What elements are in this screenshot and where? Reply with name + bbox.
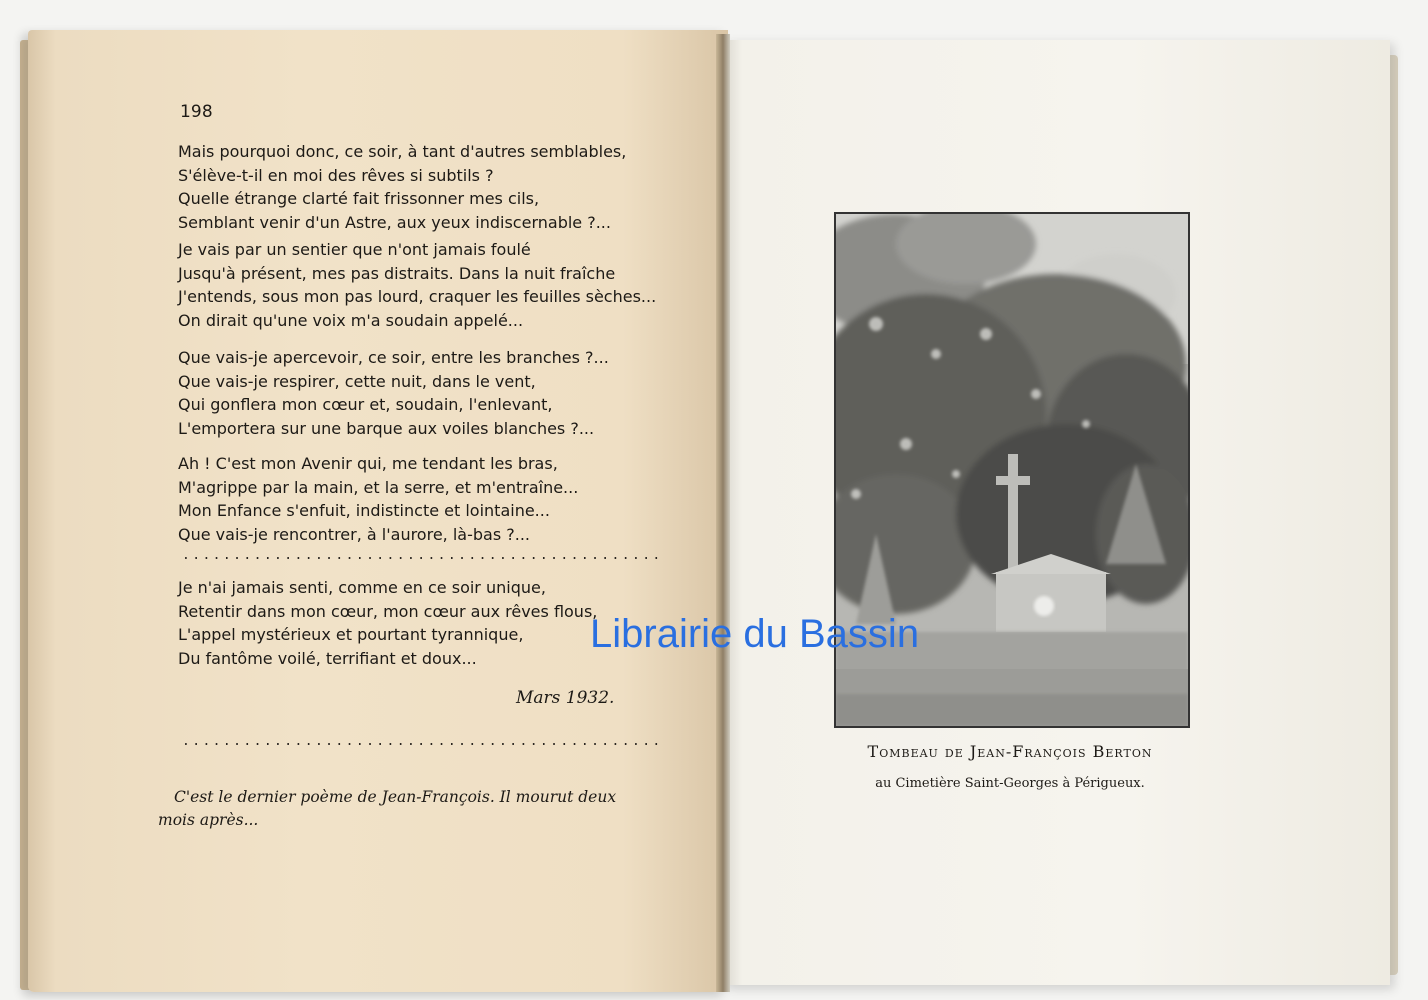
watermark: Librairie du Bassin (590, 612, 920, 656)
stanza-4 (178, 452, 578, 546)
dotted-separator: ............................................... (182, 548, 663, 563)
stanza-5 (178, 576, 597, 670)
stanza-3 (178, 346, 609, 440)
verse-line: Que vais-je rencontrer, à l'aurore, là-bas ?... (178, 524, 530, 544)
verse-line: L'appel mystérieux et pourtant tyrannique, (178, 625, 524, 644)
verse-line: Jusqu'à présent, mes pas distraits. Dans la nuit fraîche (178, 263, 616, 283)
verse-line: Quelle étrange clarté fait frissonner mes cils, (178, 189, 540, 208)
verse-line: Mais pourquoi donc, ce soir, à tant d'autres semblables, (178, 142, 627, 161)
verse-line: Qui gonflera mon cœur et, soudain, l'enlevant, (178, 395, 553, 414)
verse-line: Semblant venir d'un Astre, aux yeux indiscernable ?... (178, 212, 611, 232)
verse-line: J'entends, sous mon pas lourd, craquer les feuilles sèches... (178, 287, 657, 306)
page-number: 198 (180, 102, 213, 122)
illustration-title: Tombeau de Jean-François Berton (867, 742, 1153, 761)
verse-line: Ah ! C'est mon Avenir qui, me tendant les bras, (178, 454, 558, 473)
verse-line: On dirait qu'une voix m'a soudain appelé... (178, 310, 524, 330)
verse-line: Retentir dans mon cœur, mon cœur aux rêves flous, (178, 601, 598, 621)
verse-line: M'agrippe par la main, et la serre, et m'entraîne... (178, 477, 579, 497)
verse-line: Je vais par un sentier que n'ont jamais foulé (178, 240, 531, 259)
stanza-1 (178, 140, 626, 234)
verse-line: Que vais-je apercevoir, ce soir, entre les branches ?... (178, 348, 609, 367)
book-gutter (716, 34, 730, 992)
stanza-2 (178, 238, 656, 332)
verse-line: Du fantôme voilé, terrifiant et doux... (178, 648, 477, 668)
illustration-subtitle: au Cimetière Saint-Georges à Périgueux. (875, 776, 1145, 791)
verse-line: Je n'ai jamais senti, comme en ce soir unique, (178, 578, 546, 597)
poem-date: Mars 1932. (516, 688, 615, 708)
verse-line: L'emportera sur une barque aux voiles blanches ?... (178, 418, 595, 438)
verse-line: S'élève-t-il en moi des rêves si subtils ? (178, 165, 494, 185)
closing-note: C'est le dernier poème de Jean-François. Il mourut deux mois après... (158, 788, 617, 829)
dotted-separator: ............................................... (182, 734, 663, 749)
verse-line: Mon Enfance s'enfuit, indistincte et lointaine... (178, 501, 550, 520)
verse-line: Que vais-je respirer, cette nuit, dans le vent, (178, 371, 536, 391)
